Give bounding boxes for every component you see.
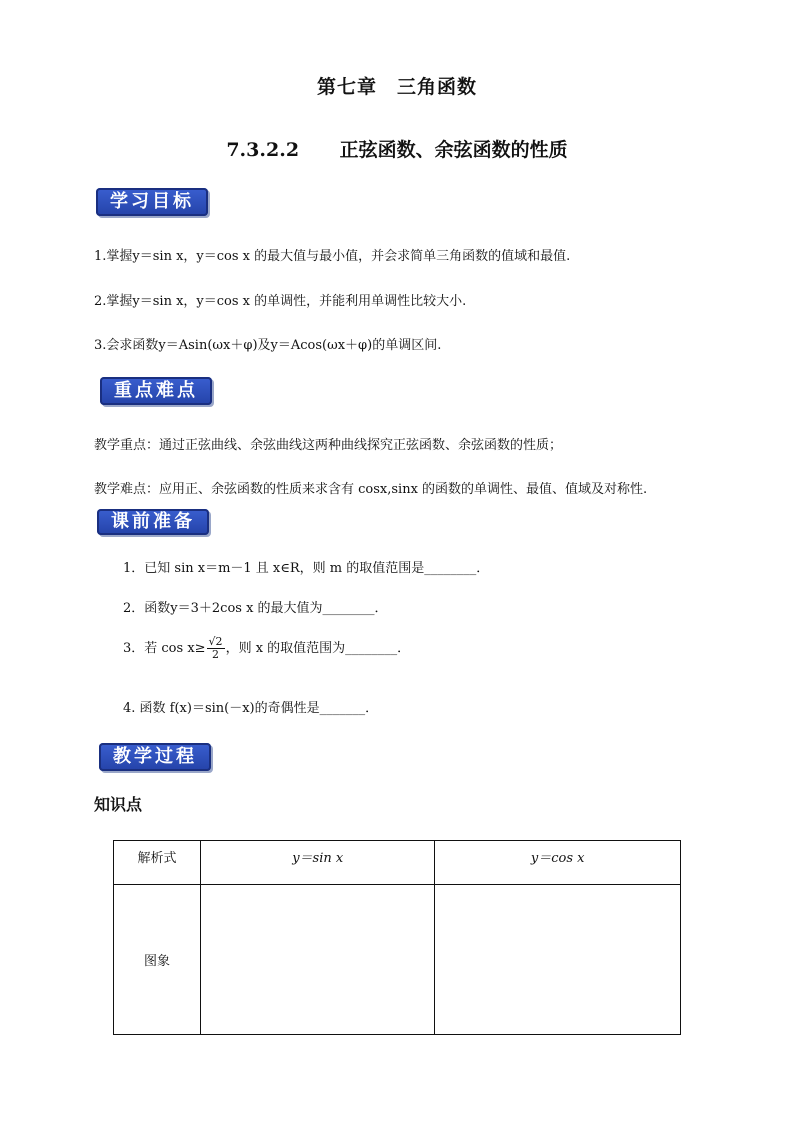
lesson-number: 7.3.2.2 — [226, 139, 300, 161]
fraction-denominator: 2 — [212, 648, 220, 661]
table-cell-cos-graph — [435, 885, 681, 1035]
lesson-name: 正弦函数、余弦函数的性质 — [339, 139, 568, 161]
table-header-row — [114, 841, 681, 885]
chapter-title: 第七章 三角函数 — [316, 76, 477, 98]
lesson-title — [0, 135, 794, 162]
sqrt2-over-2-fraction — [207, 636, 225, 661]
prep-question-1: 1．已知 sin x＝m－1 且 x∈R，则 m 的取值范围是________． — [123, 561, 490, 576]
knowledge-table — [113, 840, 681, 1035]
goal-item: 1.掌握y＝sin x，y＝cos x 的最大值与最小值，并会求简单三角函数的值域和最值. — [94, 249, 571, 264]
key-point-difficult: 教学难点：应用正、余弦函数的性质来求含有 cosx,sinx 的函数的单调性、最值、值域及对称性. — [94, 482, 648, 497]
table-cell-sin-graph — [201, 885, 435, 1035]
section-process-badge: 教学过程 — [99, 743, 211, 771]
knowledge-heading: 知识点 — [94, 795, 143, 814]
table-header-cell: y＝cos x — [435, 841, 681, 885]
prep-question-2: 2．函数y＝3＋2cos x 的最大值为________． — [123, 601, 388, 616]
table-row-label: 图象 — [114, 885, 201, 1035]
prep-question-4: 4. 函数 f(x)＝sin(－x)的奇偶性是_______． — [123, 701, 379, 716]
goal-item: 3.会求函数y＝Asin(ωx＋φ)及y＝Acos(ωx＋φ)的单调区间. — [94, 338, 442, 353]
table-row — [114, 885, 681, 1035]
q3-prefix: 3．若 cos x≥ — [123, 641, 206, 656]
table-header-cell: y＝sin x — [201, 841, 435, 885]
key-point-important: 教学重点：通过正弦曲线、余弦曲线这两种曲线探究正弦函数、余弦函数的性质； — [94, 438, 563, 453]
q3-suffix: ，则 x 的取值范围为________． — [225, 641, 411, 656]
table-header-cell: 解析式 — [114, 841, 201, 885]
section-key-points-badge: 重点难点 — [100, 377, 212, 405]
prep-question-3 — [123, 636, 410, 661]
section-preparation-badge: 课前准备 — [97, 509, 209, 535]
fraction-numerator: √2 — [208, 635, 223, 648]
section-goals-badge: 学习目标 — [96, 188, 208, 216]
goal-item: 2.掌握y＝sin x，y＝cos x 的单调性，并能利用单调性比较大小. — [94, 294, 467, 309]
